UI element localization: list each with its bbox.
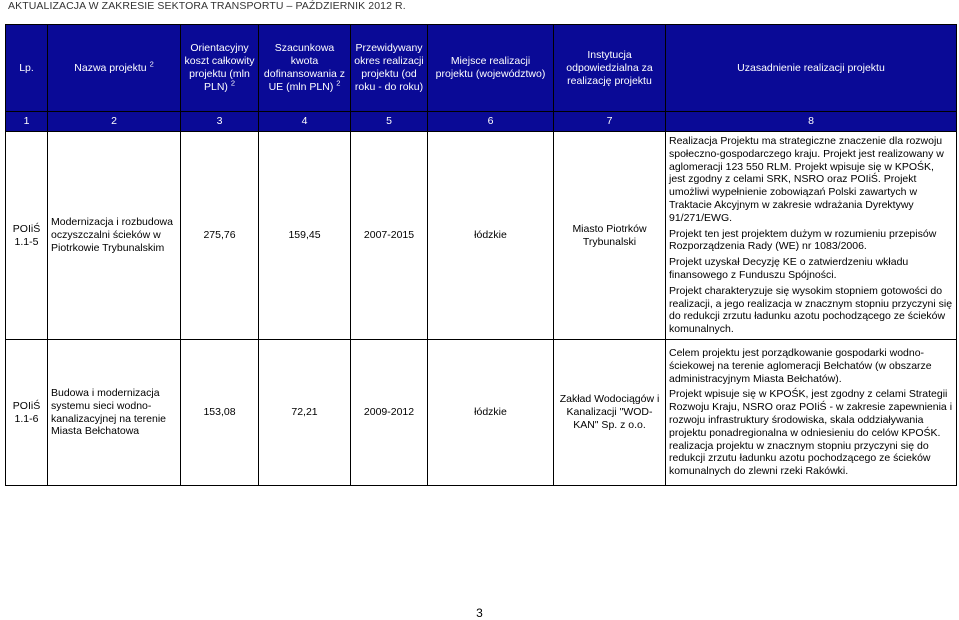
table-row <box>6 132 957 340</box>
row-project-name: Budowa i modernizacja systemu sieci wodno-kanalizacyjnej na terenie Miasta Bełchatowa <box>48 340 181 486</box>
header-total-cost: Orientacyjny koszt całkowity projektu (mln PLN) $^2$ <box>181 25 259 112</box>
row-institution: Miasto Piotrków Trybunalski <box>554 132 666 340</box>
column-number: 7 <box>554 112 666 132</box>
column-number: 4 <box>259 112 351 132</box>
row-eu-funding: 159,45 <box>259 132 351 340</box>
row-voivodeship: łódzkie <box>428 340 554 486</box>
table-header-row <box>6 25 957 112</box>
column-numbers-row <box>6 112 957 132</box>
projects-table <box>5 24 957 486</box>
document-top-title: AKTUALIZACJA W ZAKRESIE SEKTORA TRANSPORTU – PAŹDZIERNIK 2012 R. <box>8 0 406 12</box>
justification-paragraph: Projekt wpisuje się w KPOŚK, jest zgodny z celami Strategii Rozwoju Kraju, NSRO oraz POIiŚ - w zakresie zapewnienia i rozwoju infrastruktury środowiska, skala oddziaływania projektu ponadregionalna w odniesieniu do celów KPOŚK. realizacja projektu w znacznym stopniu przyczyni się do redukcji zrzutu ładunku azotu pochodzącego ze ścieków komunalnych do zlewni rzeki Rakówki. <box>669 388 953 478</box>
row-voivodeship: łódzkie <box>428 132 554 340</box>
column-number: 5 <box>351 112 428 132</box>
justification-paragraph: Projekt ten jest projektem dużym w rozumieniu przepisów Rozporządzenia Rady (WE) nr 1083/2006. <box>669 227 937 253</box>
row-justification <box>666 340 957 486</box>
header-location: Miejsce realizacji projektu (województwo) <box>428 25 554 112</box>
justification-paragraph: Projekt uzyskał Decyzję KE o zatwierdzeniu wkładu finansowego z Funduszu Spójności. <box>669 256 909 281</box>
header-lp: Lp. <box>6 25 48 112</box>
row-total-cost: 153,08 <box>181 340 259 486</box>
table-row <box>6 340 957 486</box>
justification-paragraph: Realizacja Projektu ma strategiczne znaczenie dla rozwoju społeczno-gospodarczego kraju. Projekt jest realizowany w aglomeracji 123 550 RLM. Projekt wpisuje się w KPOŚK, jest zgodny z celami SRK, NSRO oraz POIiŚ. Projekt umożliwi wypełnienie zobowiązań Polski zawartych w Traktacie Akcyjnym w zakresie wdrażania Dyrektywy 91/271/EWG. <box>669 135 944 224</box>
column-number: 3 <box>181 112 259 132</box>
justification-paragraph: Celem projektu jest porządkowanie gospodarki wodno-ściekowej na terenie aglomeracji Bełchatów (w obszarze administracyjnym Miasta Bełchatów). <box>669 347 932 385</box>
column-number: 6 <box>428 112 554 132</box>
column-number: 2 <box>48 112 181 132</box>
page-number: 3 <box>476 606 483 620</box>
row-justification <box>666 132 957 340</box>
row-period: 2009-2012 <box>351 340 428 486</box>
row-project-name: Modernizacja i rozbudowa oczyszczalni ścieków w Piotrkowie Trybunalskim <box>48 132 181 340</box>
justification-paragraph: Projekt charakteryzuje się wysokim stopniem gotowości do realizacji, a jego realizacja w znacznym stopniu przyczyni się do redukcji zrzutu ładunku azotu pochodzącego ze ścieków komunalnych. <box>669 284 953 336</box>
row-lp: POIiŚ 1.1-6 <box>6 340 48 486</box>
header-institution: Instytucja odpowiedzialna za realizację projektu <box>554 25 666 112</box>
header-project-name: Nazwa projektu $^2$ <box>48 25 181 112</box>
row-total-cost: 275,76 <box>181 132 259 340</box>
row-eu-funding: 72,21 <box>259 340 351 486</box>
column-number: 8 <box>666 112 957 132</box>
row-period: 2007-2015 <box>351 132 428 340</box>
row-lp: POIiŚ 1.1-5 <box>6 132 48 340</box>
header-justification: Uzasadnienie realizacji projektu <box>666 25 957 112</box>
header-eu-funding: Szacunkowa kwota dofinansowania z UE (mln PLN) $^2$ <box>259 25 351 112</box>
column-number: 1 <box>6 112 48 132</box>
row-institution: Zakład Wodociągów i Kanalizacji "WOD-KAN" Sp. z o.o. <box>554 340 666 486</box>
header-period: Przewidywany okres realizacji projektu (od roku - do roku) <box>351 25 428 112</box>
